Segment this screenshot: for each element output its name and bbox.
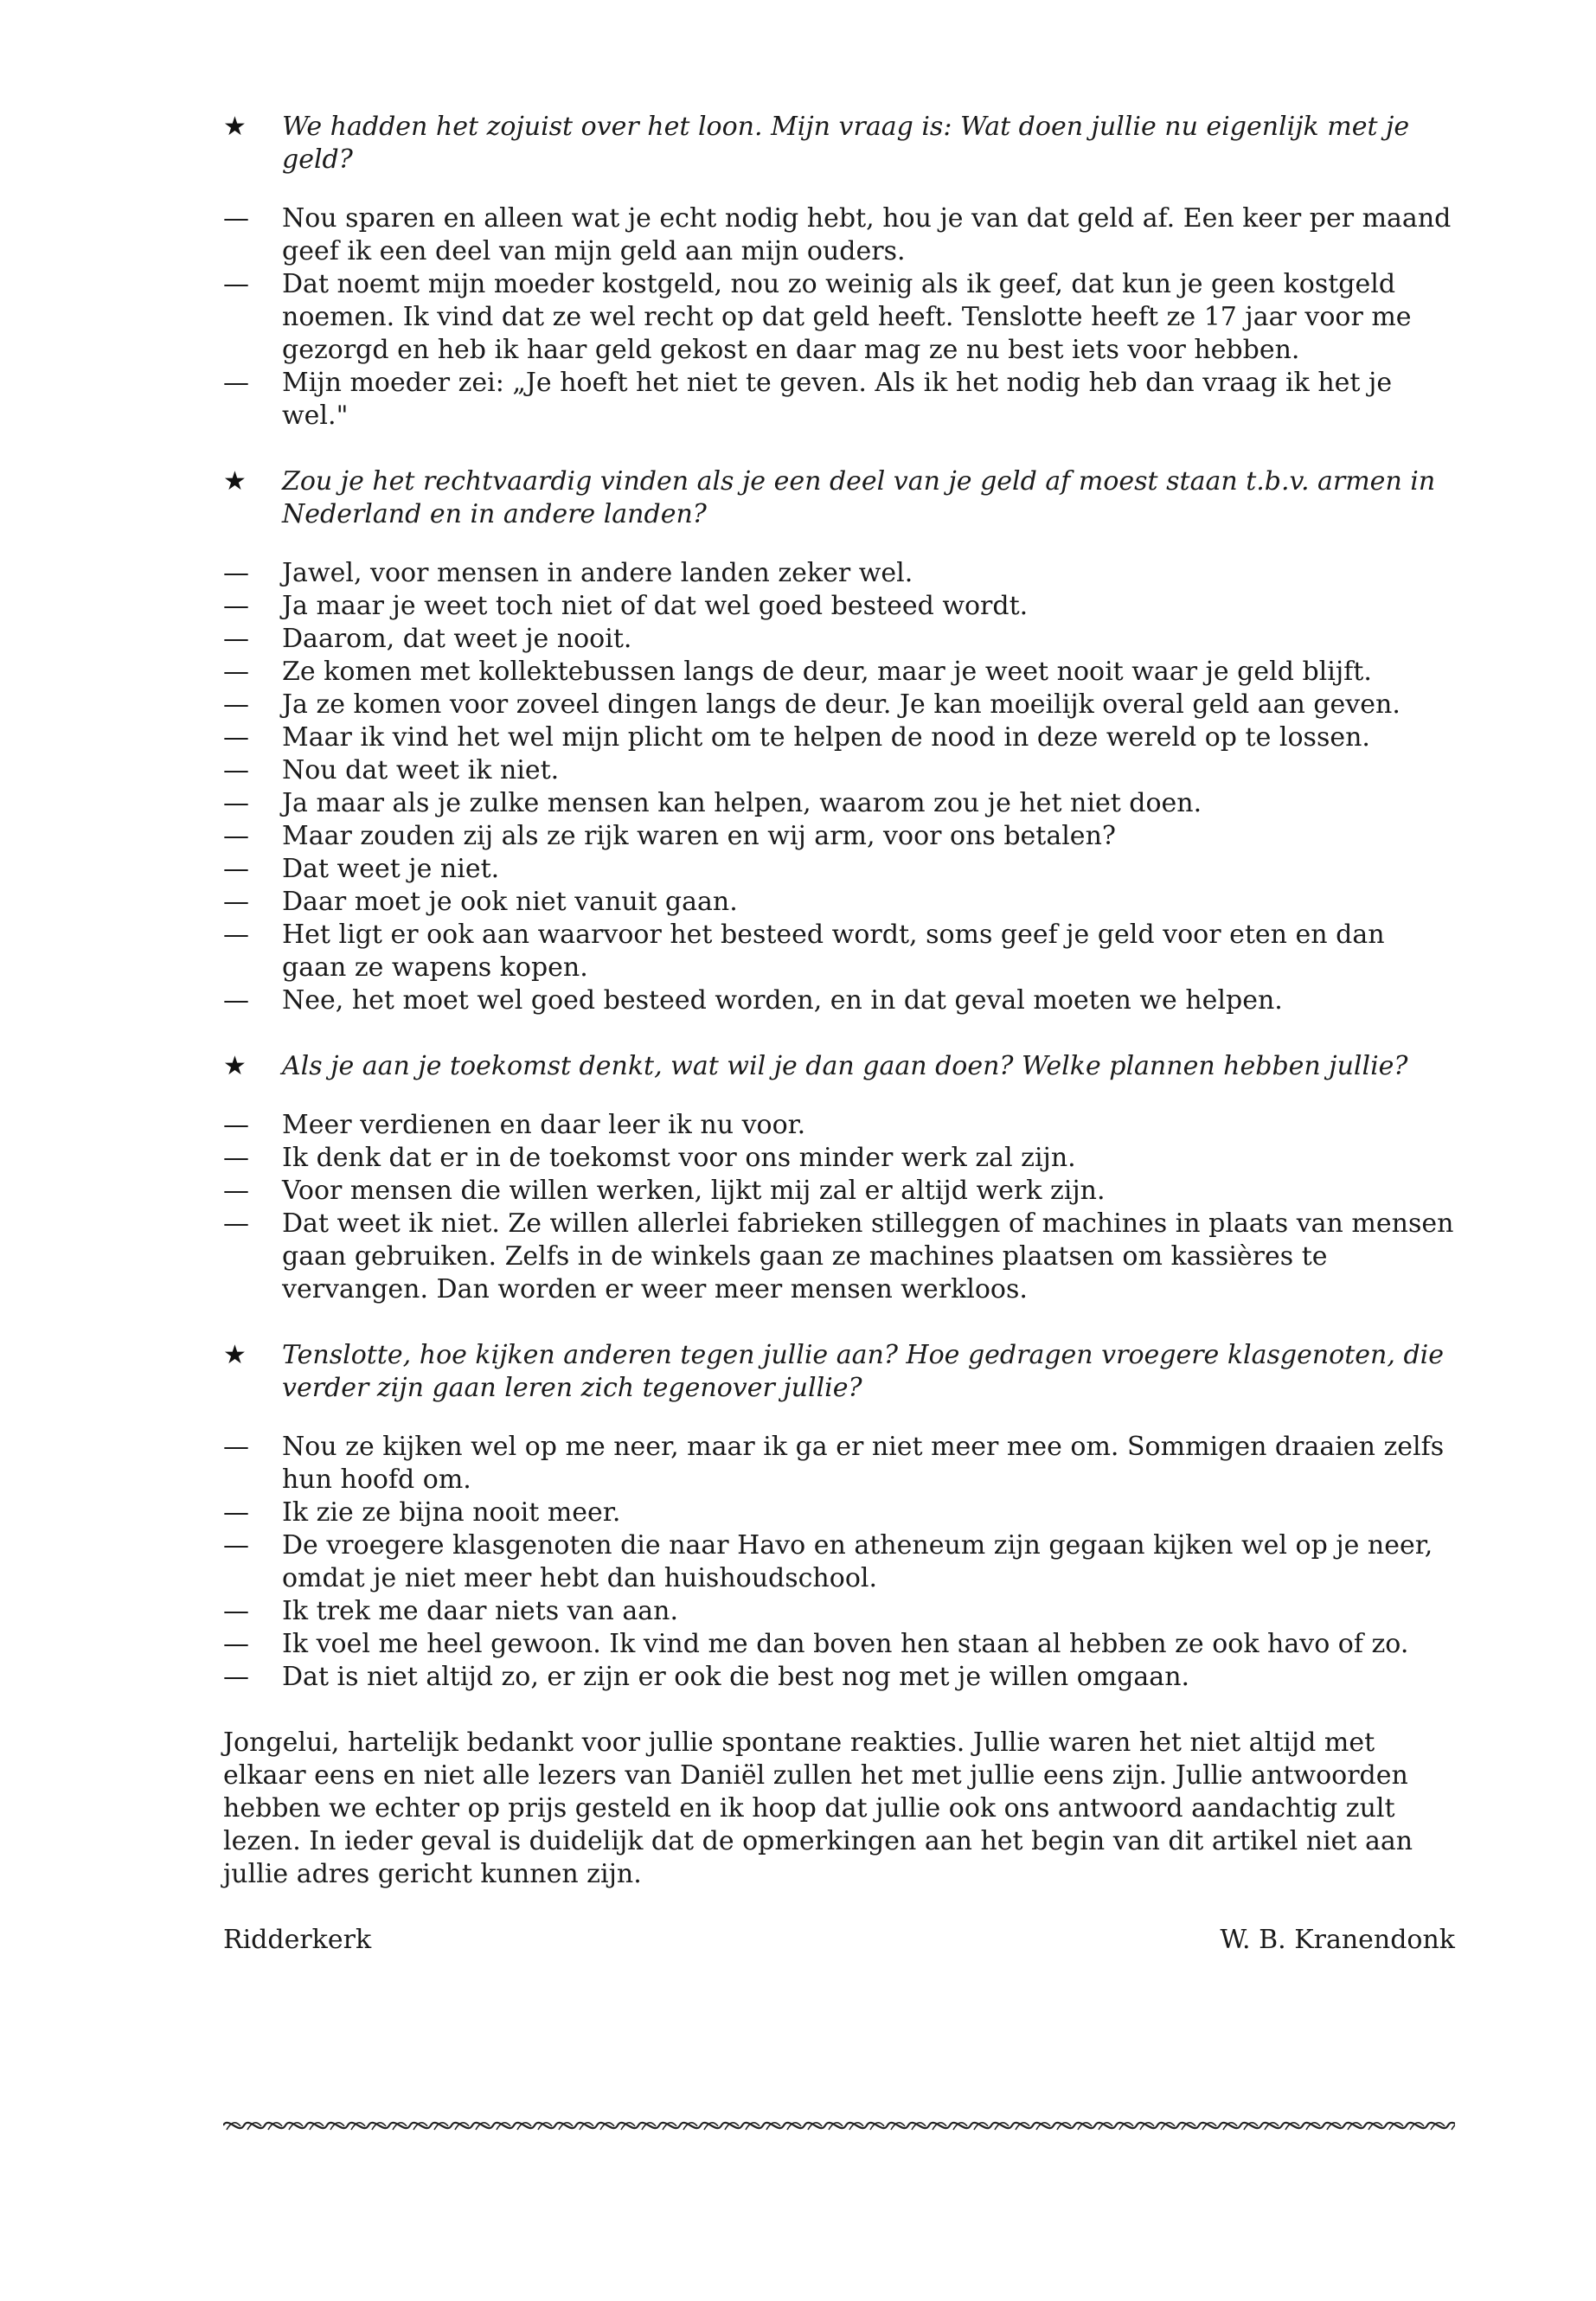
answer-item bbox=[223, 919, 1455, 984]
star-icon: ★ bbox=[223, 1340, 247, 1370]
answer-text: Jawel, voor mensen in andere landen zeker wel. bbox=[282, 558, 913, 588]
answer-text: Ik denk dat er in de toekomst voor ons minder werk zal zijn. bbox=[282, 1143, 1076, 1173]
answer-item bbox=[223, 984, 1455, 1017]
question-4 bbox=[223, 1339, 1455, 1405]
question-text: Tenslotte, hoe kijken anderen tegen jullie aan? Hoe gedragen vroegere klasgenoten, die verder zijn gaan leren zich tegenover jullie? bbox=[282, 1340, 1444, 1403]
answer-item bbox=[223, 1661, 1455, 1694]
question-1 bbox=[223, 111, 1455, 176]
answer-item bbox=[223, 202, 1455, 268]
signature-line bbox=[223, 1924, 1455, 1957]
answer-item bbox=[223, 787, 1455, 820]
question-text: Zou je het rechtvaardig vinden als je een deel van je geld af moest staan t.b.v. armen in Nederland en in andere landen? bbox=[282, 466, 1436, 529]
answer-text: Ze komen met kollektebussen langs de deur, maar je weet nooit waar je geld blijft. bbox=[282, 657, 1372, 687]
dash-marker: — bbox=[223, 689, 249, 720]
answer-text: Het ligt er ook aan waarvoor het besteed wordt, soms geef je geld voor eten en dan gaan ze wapens kopen. bbox=[282, 920, 1385, 983]
answer-text: Dat noemt mijn moeder kostgeld, nou zo weinig als ik geef, dat kun je geen kostgeld noemen. Ik vind dat ze wel recht op dat geld heeft. Tenslotte heeft ze 17 jaar voor me gezorgd en heb ik haar geld gekost en daar mag ze nu best iets voor hebben. bbox=[282, 269, 1412, 365]
answer-text: Maar zouden zij als ze rijk waren en wij arm, voor ons betalen? bbox=[282, 821, 1116, 851]
answer-item bbox=[223, 590, 1455, 623]
answer-item bbox=[223, 1431, 1455, 1497]
dash-marker: — bbox=[223, 1143, 249, 1173]
dash-marker: — bbox=[223, 624, 249, 654]
dash-marker: — bbox=[223, 887, 249, 917]
answer-item bbox=[223, 721, 1455, 754]
answer-item bbox=[223, 754, 1455, 787]
answer-text: Daar moet je ook niet vanuit gaan. bbox=[282, 887, 738, 917]
answer-text: Ja maar je weet toch niet of dat wel goed besteed wordt. bbox=[282, 591, 1029, 621]
answer-item bbox=[223, 853, 1455, 886]
answer-item bbox=[223, 367, 1455, 433]
dash-marker: — bbox=[223, 1110, 249, 1140]
dash-marker: — bbox=[223, 722, 249, 753]
dash-marker: — bbox=[223, 1629, 249, 1659]
answer-text: Maar ik vind het wel mijn plicht om te helpen de nood in deze wereld op te lossen. bbox=[282, 722, 1370, 753]
question-text: Als je aan je toekomst denkt, wat wil je dan gaan doen? Welke plannen hebben jullie? bbox=[282, 1051, 1408, 1081]
answer-list bbox=[223, 1431, 1455, 1694]
dash-marker: — bbox=[223, 203, 249, 234]
answer-item bbox=[223, 1595, 1455, 1628]
answer-item bbox=[223, 689, 1455, 721]
answer-text: Dat weet ik niet. Ze willen allerlei fabrieken stilleggen of machines in plaats van mensen gaan gebruiken. Zelfs in de winkels gaan ze machines plaatsen om kassières te vervangen. Dan worden er weer meer mensen werkloos. bbox=[282, 1208, 1454, 1304]
answer-item bbox=[223, 1175, 1455, 1208]
answer-text: Nee, het moet wel goed besteed worden, en in dat geval moeten we helpen. bbox=[282, 985, 1283, 1016]
dash-marker: — bbox=[223, 1596, 249, 1626]
signature-place: Ridderkerk bbox=[223, 1925, 372, 1955]
answer-item bbox=[223, 623, 1455, 656]
dash-marker: — bbox=[223, 1208, 249, 1239]
answer-item bbox=[223, 820, 1455, 853]
dash-marker: — bbox=[223, 788, 249, 818]
answer-item bbox=[223, 656, 1455, 689]
answer-text: Ik trek me daar niets van aan. bbox=[282, 1596, 678, 1626]
answer-list bbox=[223, 1109, 1455, 1306]
answer-text: Meer verdienen en daar leer ik nu voor. bbox=[282, 1110, 806, 1140]
answer-list bbox=[223, 202, 1455, 433]
dash-marker: — bbox=[223, 558, 249, 588]
answer-item bbox=[223, 1529, 1455, 1595]
answer-text: Daarom, dat weet je nooit. bbox=[282, 624, 632, 654]
answer-item bbox=[223, 1208, 1455, 1306]
answer-text: Nou sparen en alleen wat je echt nodig hebt, hou je van dat geld af. Een keer per maand geef ik een deel van mijn geld aan mijn ouders. bbox=[282, 203, 1452, 266]
dash-marker: — bbox=[223, 1530, 249, 1561]
question-text: We hadden het zojuist over het loon. Mijn vraag is: Wat doen jullie nu eigenlijk met je geld? bbox=[282, 112, 1410, 175]
answer-item bbox=[223, 268, 1455, 367]
answer-text: Nou dat weet ik niet. bbox=[282, 755, 560, 785]
answer-item bbox=[223, 1109, 1455, 1142]
answer-text: Ja maar als je zulke mensen kan helpen, waarom zou je het niet doen. bbox=[282, 788, 1202, 818]
star-icon: ★ bbox=[223, 112, 247, 142]
answer-item bbox=[223, 1142, 1455, 1175]
answer-text: Ik zie ze bijna nooit meer. bbox=[282, 1497, 621, 1528]
dash-marker: — bbox=[223, 755, 249, 785]
answer-text: Ik voel me heel gewoon. Ik vind me dan boven hen staan al hebben ze ook havo of zo. bbox=[282, 1629, 1409, 1659]
answer-text: Ja ze komen voor zoveel dingen langs de deur. Je kan moeilijk overal geld aan geven. bbox=[282, 689, 1401, 720]
star-icon: ★ bbox=[223, 1051, 247, 1081]
signature-author: W. B. Kranendonk bbox=[1220, 1925, 1455, 1955]
decorative-border-ornament bbox=[223, 2114, 1455, 2137]
article-body bbox=[223, 111, 1455, 1957]
answer-text: Dat is niet altijd zo, er zijn er ook die best nog met je willen omgaan. bbox=[282, 1662, 1190, 1692]
dash-marker: — bbox=[223, 920, 249, 950]
answer-text: Voor mensen die willen werken, lijkt mij zal er altijd werk zijn. bbox=[282, 1176, 1106, 1206]
dash-marker: — bbox=[223, 368, 249, 398]
dash-marker: — bbox=[223, 269, 249, 299]
dash-marker: — bbox=[223, 1432, 249, 1462]
dash-marker: — bbox=[223, 1662, 249, 1692]
dash-marker: — bbox=[223, 821, 249, 851]
star-icon: ★ bbox=[223, 466, 247, 497]
answer-item bbox=[223, 1628, 1455, 1661]
dash-marker: — bbox=[223, 1176, 249, 1206]
answer-item bbox=[223, 886, 1455, 919]
answer-text: De vroegere klasgenoten die naar Havo en atheneum zijn gegaan kijken wel op je neer, omdat je niet meer hebt dan huishoudschool. bbox=[282, 1530, 1433, 1593]
closing-paragraph: Jongelui, hartelijk bedankt voor jullie spontane reakties. Jullie waren het niet altijd met elkaar eens en niet alle lezers van Daniël zullen het met jullie eens zijn. Jullie antwoorden hebben we echter op prijs gesteld en ik hoop dat jullie ook ons antwoord aandachtig zult lezen. In ieder geval is duidelijk dat de opmerkingen aan het begin van dit artikel niet aan jullie adres gericht kunnen zijn. bbox=[223, 1727, 1413, 1889]
answer-text: Mijn moeder zei: „Je hoeft het niet te geven. Als ik het nodig heb dan vraag ik het je wel." bbox=[282, 368, 1393, 431]
answer-text: Dat weet je niet. bbox=[282, 854, 500, 884]
dash-marker: — bbox=[223, 985, 249, 1016]
question-3 bbox=[223, 1050, 1455, 1083]
dash-marker: — bbox=[223, 854, 249, 884]
question-2 bbox=[223, 465, 1455, 531]
answer-item bbox=[223, 1497, 1455, 1529]
dash-marker: — bbox=[223, 591, 249, 621]
answer-list bbox=[223, 557, 1455, 1017]
dash-marker: — bbox=[223, 1497, 249, 1528]
answer-item bbox=[223, 557, 1455, 590]
dash-marker: — bbox=[223, 657, 249, 687]
answer-text: Nou ze kijken wel op me neer, maar ik ga er niet meer mee om. Sommigen draaien zelfs hun hoofd om. bbox=[282, 1432, 1445, 1495]
